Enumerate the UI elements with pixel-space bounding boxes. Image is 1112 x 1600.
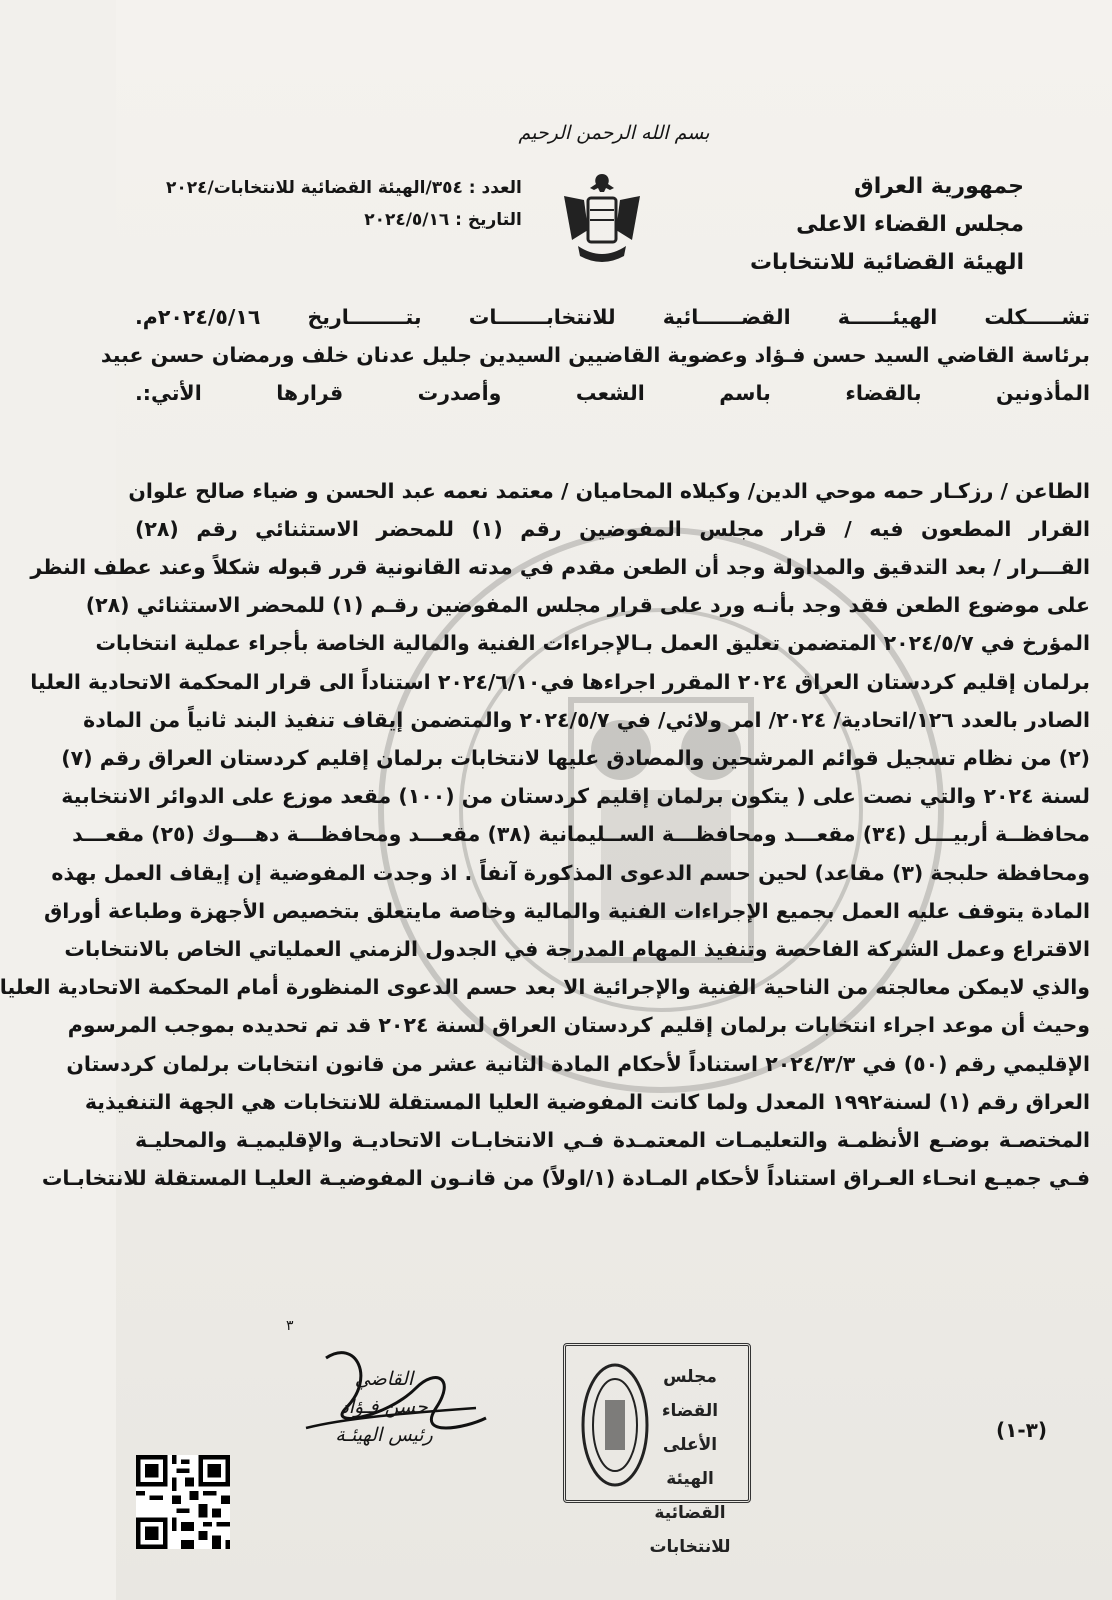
issuer-header <box>750 168 1024 282</box>
appellant-line: الطاعن / رزكـار حمه موحي الدين/ وكيلاه المحاميان / معتمد نعمه عبد الحسن و ضياء صالح علوان <box>128 479 1090 503</box>
decision-line: المادة يتوقف عليه العمل بجميع الإجراءات الفنية والمالية وخاصة مايتعلق بتخصيص الأجهزة وطباعة أوراق <box>43 898 1090 923</box>
decision-line: العراق رقم (١) لسنة١٩٩٢ المعدل ولما كانت المفوضية العليا المستقلة للانتخابات هي الجهة التنفيذية <box>84 1089 1090 1114</box>
decision-line: محافظــة أربيـــل (٣٤) مقعـــد ومحافظـــة الســليمانية (٣٨) مقعـــد ومحافظـــة دهـــوك (٢٥) مقعـــد <box>72 822 1090 847</box>
parties-paragraph <box>128 472 1090 548</box>
signatory-name: حسن فـؤاد <box>340 1396 428 1418</box>
stamp-line: مجلس القضاء الأعلى <box>661 1367 719 1455</box>
page-number: (٣-١) <box>996 1418 1048 1442</box>
issuer-council: مجلس القضاء الاعلى <box>796 212 1024 237</box>
decision-line: لسنة ٢٠٢٤ والتي نصت على ( يتكون برلمان إقليم كردستان من (١٠٠) مقعد موزع على الدوائر الانتخابية <box>61 784 1090 809</box>
decision-line: على موضوع الطعن فقد وجد بأنـه ورد على قرار مجلس المفوضين رقـم (١) للمحضر الاستثنائي (٢٨) <box>85 593 1090 618</box>
iraq-eagle-emblem-icon <box>554 170 650 270</box>
margin-mark: ٣ <box>286 1318 294 1334</box>
official-stamp <box>563 1343 751 1557</box>
intro-line: برئاسة القاضي السيد حسن فـؤاد وعضوية القاضيين السيدين جليل عدنان خلف ورمضان حسن عبيد <box>100 343 1090 367</box>
decision-line: الصادر بالعدد ١٢٦/اتحادية/ ٢٠٢٤/ امر ولائي/ في ٢٠٢٤/٥/٧ والمتضمن إيقاف تنفيذ البند ثانياً من المادة <box>83 707 1090 732</box>
signatory-role: رئيس الهيئـة <box>335 1424 433 1446</box>
reference-date: التاريخ : ٢٠٢٤/٥/١٦ <box>364 210 522 230</box>
intro-line: تشـــــكلت الهيئــــــة القضــــــائية للانتخابـــــــات بتــــــــاريخ ٢٠٢٤/٥/١٦م. <box>135 305 1090 329</box>
decision-line: فـي جميـع انحـاء العـراق استناداً لأحكام المـادة (١/اولاً) من قانـون المفوضيـة العليـا المستقلة للانتخابـات <box>41 1166 1090 1191</box>
stamp-line: للانتخابات <box>649 1537 731 1557</box>
issuer-country: جمهورية العراق <box>854 174 1024 199</box>
decision-line: الإقليمي رقم (٥٠) في ٢٠٢٤/٣/٣ استناداً لأحكام المادة الثانية عشر من قانون انتخابات برلمان كردستان <box>66 1051 1090 1076</box>
basmala: بسم الله الرحمن الرحيم <box>518 122 710 144</box>
decision-paragraph <box>0 548 1090 1197</box>
signature-block <box>284 1365 484 1475</box>
decision-line: القـــرار / بعد التدقيق والمداولة وجد أن الطعن مقدم في مدته القانونية قرر قبوله شكلاً وعند عطف النظر <box>30 555 1090 579</box>
decision-line: المختصـة بوضـع الأنظمـة والتعليمـات المعتمـدة فـي الانتخابـات الاتحاديـة والإقليميـة والمحليـة <box>135 1128 1090 1153</box>
decision-line: برلمان إقليم كردستان العراق ٢٠٢٤ المقرر اجراءها في٢٠٢٤/٦/١٠ استناداً الى قرار المحكمة الاتحادية العليا <box>30 669 1090 694</box>
decision-line: والذي لايمكن معالجته من الناحية الفنية والإجرائية الا بعد حسم الدعوى المنظورة أمام المحكمة الاتحادية العليا <box>0 975 1090 1000</box>
decision-line: (٢) من نظام تسجيل قوائم المرشحين والمصادق عليها لانتخابات برلمان إقليم كردستان العراق رقم (٧) <box>61 746 1090 771</box>
intro-paragraph <box>100 298 1090 412</box>
reference-number: العدد : ٣٥٤/الهيئة القضائية للانتخابات/٢٠٢٤ <box>166 178 522 198</box>
appealed-decision-line: القرار المطعون فيه / قرار مجلس المفوضين رقم (١) للمحضر الاستثنائي رقم (٢٨) <box>135 517 1090 541</box>
decision-line: وحيث أن موعد اجراء انتخابات برلمان إقليم كردستان العراق لسنة ٢٠٢٤ قد تم تحديده بموجب المرسوم <box>67 1013 1090 1038</box>
qr-code-icon <box>136 1455 230 1549</box>
decision-line: الاقتراع وعمل الشركة الفاحصة وتنفيذ المهام المدرجة في الجدول الزمني العملياتي الخاص بالانتخابات <box>64 937 1090 962</box>
reference-block <box>166 172 522 236</box>
decision-line: المؤرخ في ٢٠٢٤/٥/٧ المتضمن تعليق العمل بـالإجراءات الفنية والمالية الخاصة بأجراء عملية انتخابات <box>95 631 1090 656</box>
stamp-text <box>640 1360 740 1564</box>
decision-line: ومحافظة حلبجة (٣) مقاعد) لحين حسم الدعوى المذكورة آنفاً . اذ وجدت المفوضية إن إيقاف العمل بهذه <box>51 860 1090 885</box>
intro-line: المأذونين بالقضاء باسم الشعب وأصدرت قرارها الأتي:. <box>135 381 1090 405</box>
stamp-line: الهيئة القضائية <box>654 1469 726 1523</box>
signatory-title: القاضي <box>354 1368 414 1390</box>
issuer-authority: الهيئة القضائية للانتخابات <box>749 250 1024 275</box>
